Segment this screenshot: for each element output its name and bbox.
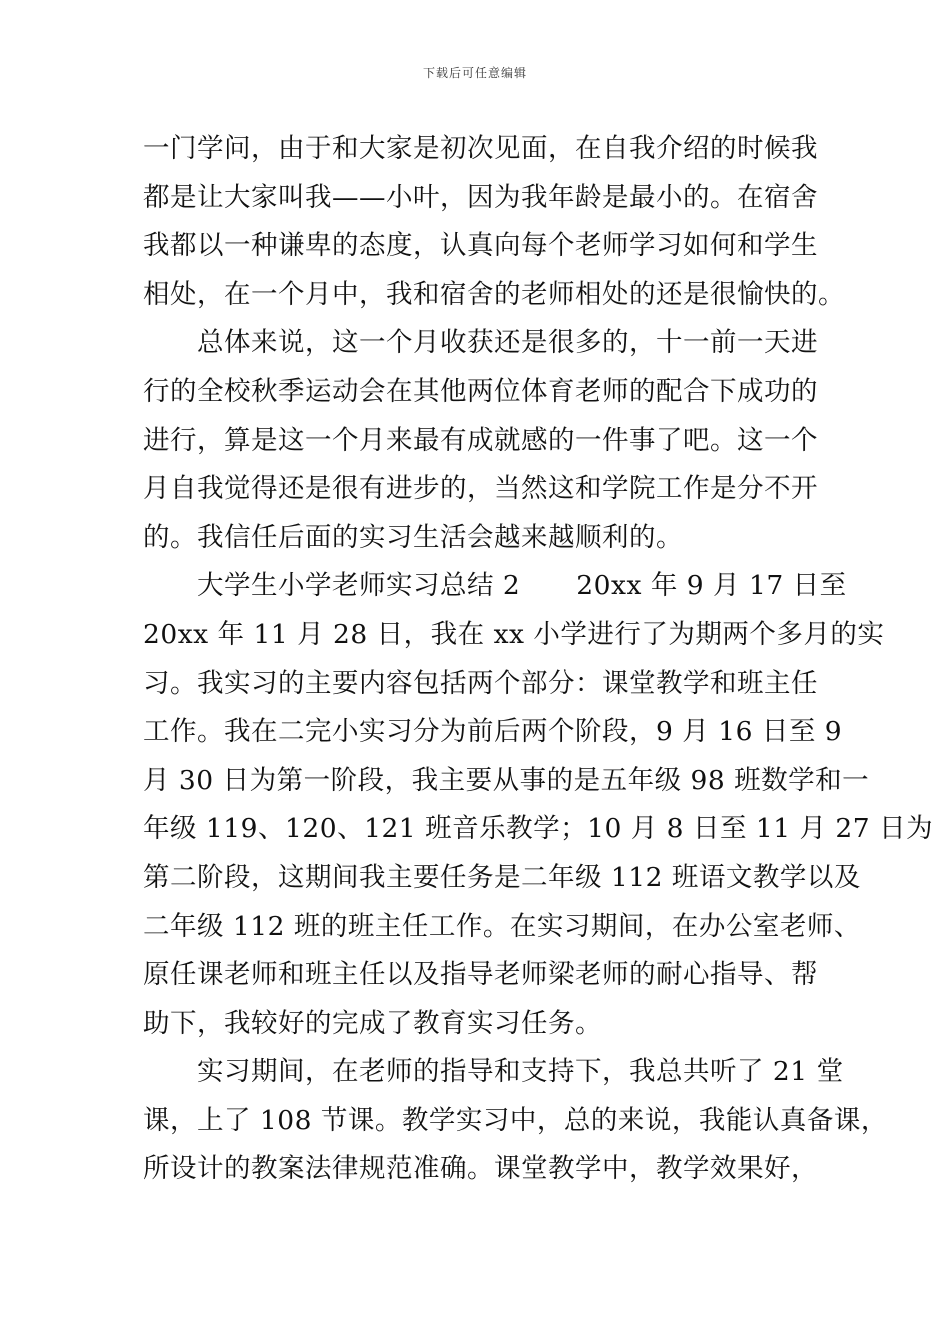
text-line: 的。我信任后面的实习生活会越来越顺利的。 (143, 521, 683, 553)
text-line: 20xx 年 11 月 28 日，我在 xx 小学进行了为期两个多月的实 (143, 618, 885, 650)
text-line: 年级 119、120、121 班音乐教学；10 月 8 日至 11 月 27 日为 (143, 813, 934, 845)
paragraph (143, 125, 845, 319)
text-line: 实习期间，在老师的指导和支持下，我总共听了 21 堂 (197, 1056, 844, 1088)
paragraph (143, 319, 823, 562)
text-line: 行的全校秋季运动会在其他两位体育老师的配合下成功的 (143, 375, 818, 407)
text-line: 原任课老师和班主任以及指导老师梁老师的耐心指导、帮 (143, 959, 818, 991)
header-note: 下载后可任意编辑 (422, 66, 527, 80)
text-line: 相处，在一个月中，我和宿舍的老师相处的还是很愉快的。 (143, 278, 845, 310)
text-line: 月自我觉得还是很有进步的，当然这和学院工作是分不开 (143, 473, 818, 505)
text-line: 月 30 日为第一阶段，我主要从事的是五年级 98 班数学和一 (143, 764, 870, 796)
text-line: 进行，算是这一个月来最有成就感的一件事了吧。这一个 (143, 424, 818, 456)
text-line: 第二阶段，这期间我主要任务是二年级 112 班语文教学以及 (143, 861, 861, 893)
body-text (143, 125, 934, 1194)
paragraph (143, 1048, 888, 1194)
text-line: 二年级 112 班的班主任工作。在实习期间，在办公室老师、 (143, 910, 861, 942)
text-line: 课，上了 108 节课。教学实习中，总的来说，我能认真备课， (143, 1104, 888, 1136)
text-line: 我都以一种谦卑的态度，认真向每个老师学习如何和学生 (143, 230, 818, 262)
text-line: 都是让大家叫我——小叶，因为我年龄是最小的。在宿舍 (143, 181, 818, 213)
text-line: 工作。我在二完小实习分为前后两个阶段，9 月 16 日至 9 (143, 716, 843, 748)
text-line: 助下，我较好的完成了教育实习任务。 (143, 1007, 602, 1039)
section-title: 大学生小学老师实习总结 2 (197, 570, 521, 602)
text-line: 所设计的教案法律规范准确。课堂教学中，教学效果好， (143, 1153, 818, 1185)
text-line: 习。我实习的主要内容包括两个部分：课堂教学和班主任 (143, 667, 818, 699)
section-title-line (143, 562, 847, 611)
text-line: 一门学问，由于和大家是初次见面，在自我介绍的时候我 (143, 133, 818, 164)
paragraph (143, 562, 934, 1048)
text-fragment: 20xx 年 9 月 17 日至 (576, 570, 847, 602)
text-line: 总体来说，这一个月收获还是很多的，十一前一天进 (197, 327, 818, 359)
